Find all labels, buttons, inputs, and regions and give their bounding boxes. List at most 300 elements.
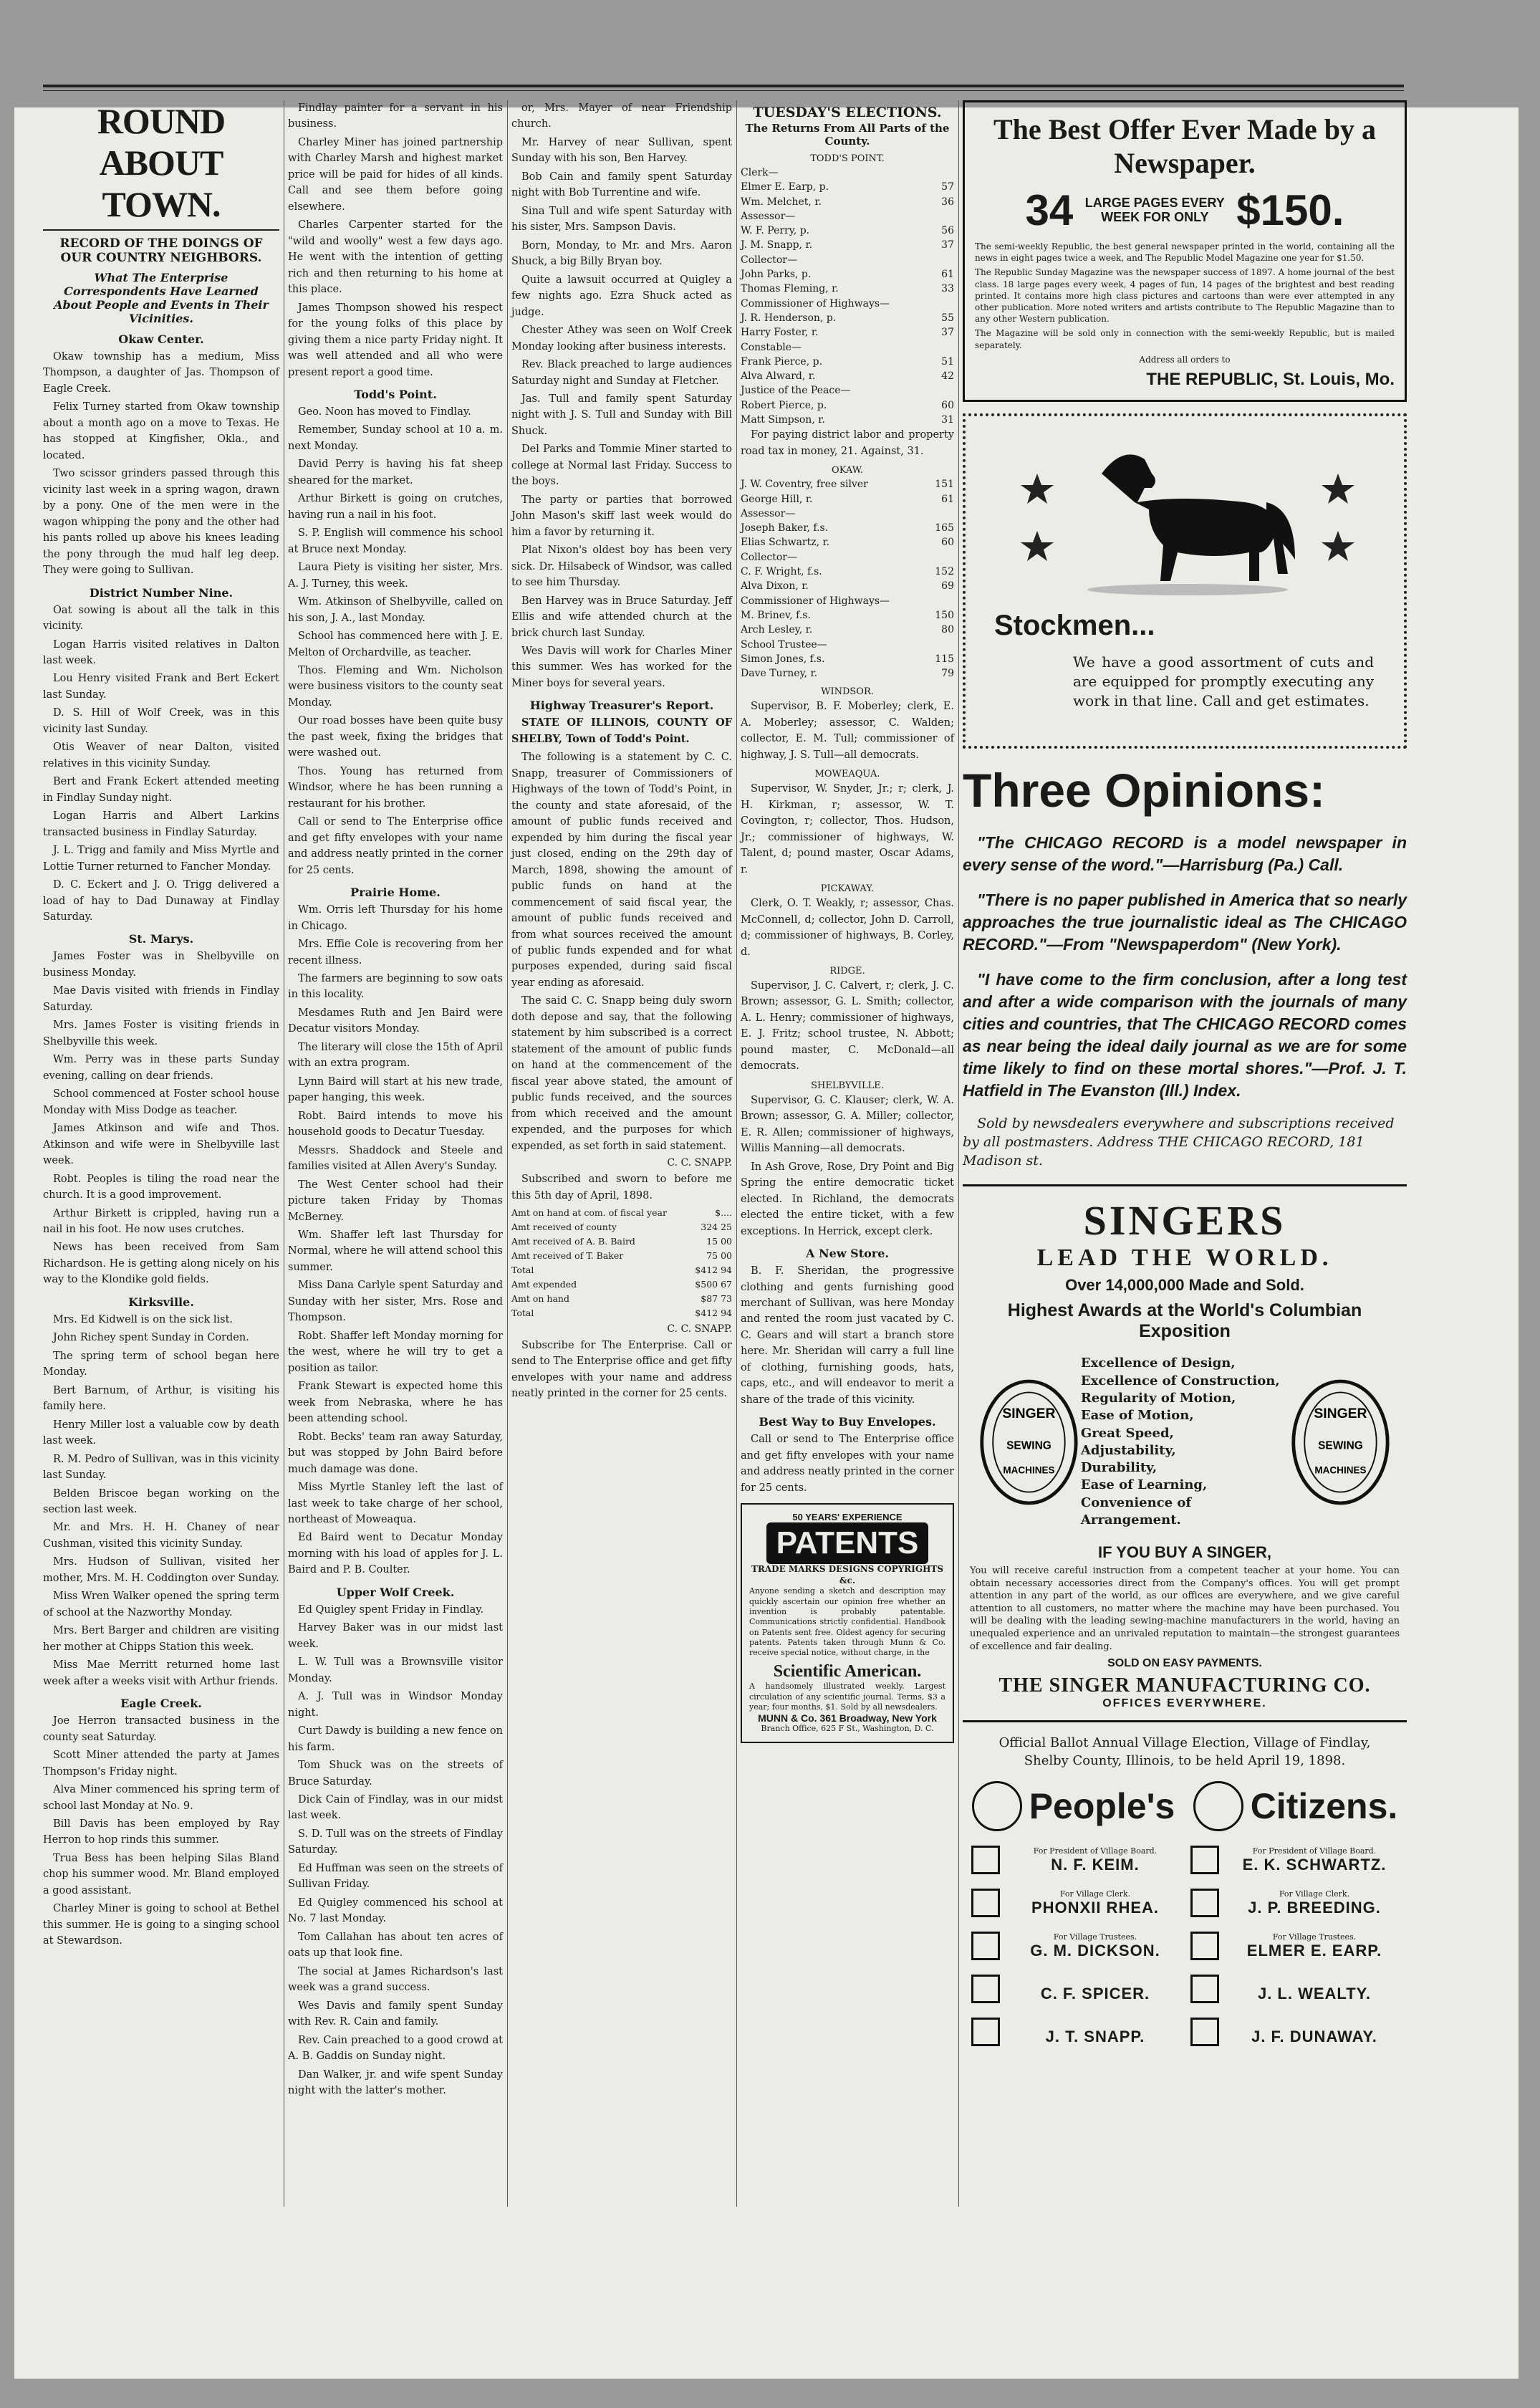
vote-row: George Hill, r. 61	[741, 493, 954, 505]
office-label: For Village Clerk.	[1279, 1889, 1350, 1899]
news-item: School has commenced here with J. E. Melton of Orchardville, as teacher.	[288, 630, 503, 658]
news-item: Okaw township has a medium, Miss Thompson, a daughter of Jas. Thompson of Eagle Creek.	[43, 351, 279, 395]
republic-footer: THE REPUBLIC, St. Louis, Mo.	[1146, 369, 1395, 389]
news-item: Mae Davis visited with friends in Findlay Saturday.	[43, 985, 279, 1013]
column-rule	[958, 100, 959, 2207]
ballot-checkbox[interactable]	[1190, 2018, 1219, 2046]
news-item: Henry Miller lost a valuable cow by death last week.	[43, 1419, 279, 1447]
ledger-row: Total $412 94	[511, 1308, 732, 1318]
pickaway-text: Clerk, O. T. Weakly, r; assessor, Chas. McConnell, d; collector, John D. Carroll, d; commissioner of highways, B. Corley, d.	[741, 898, 954, 958]
vote-row: Assessor—	[741, 210, 796, 222]
ledger-row: Amt received of A. B. Baird 15 00	[511, 1236, 732, 1247]
col2-intro-items	[288, 100, 503, 380]
ballot-row	[963, 1932, 1407, 1960]
col3-intro-items	[511, 100, 732, 691]
section-kirksville: Kirksville.	[128, 1295, 194, 1309]
news-item: Jas. Tull and family spent Saturday night with J. S. Tull and Sunday with Bill Shuck.	[511, 393, 732, 437]
column-1	[43, 100, 279, 1952]
okaw-items	[43, 349, 279, 579]
ballot-candidate	[1190, 2018, 1398, 2046]
news-item: Robt. Baird intends to move his household goods to Decatur Tuesday.	[288, 1110, 503, 1138]
vote-row: Alva Alward, r. 42	[741, 370, 954, 383]
news-item: Oat sowing is about all the talk in this vicinity.	[43, 604, 279, 633]
singer-if-buy: IF YOU BUY A SINGER,	[1097, 1543, 1272, 1562]
news-item: Scott Miner attended the party at James Thompson's Friday night.	[43, 1750, 279, 1778]
vote-row: M. Brinev, f.s. 150	[741, 609, 954, 621]
vote-row: Joseph Baker, f.s. 165	[741, 522, 954, 534]
news-item: James Atkinson and wife and Thos. Atkinson and wife were in Shelbyville last week.	[43, 1123, 279, 1167]
news-item: News has been received from Sam Richardson. He is getting along nicely on his way to the Klondike gold fields.	[43, 1242, 279, 1286]
news-item: Lynn Baird will start at his new trade, paper hanging, this week.	[288, 1075, 503, 1104]
ridge-label: RIDGE.	[829, 966, 865, 977]
ballot-candidate	[1190, 1975, 1398, 2003]
feature-item: Durability,	[1080, 1460, 1158, 1476]
news-item: School commenced at Foster school house Monday with Miss Dodge as teacher.	[43, 1088, 279, 1116]
news-item: Charley Miner has joined partnership with Charley Marsh and highest market price will be paid for hides of all kinds. Call and see them before going elsewhere.	[288, 136, 503, 213]
news-item: Call or send to The Enterprise office and get fifty envelopes with your name and address neatly printed in the corner for 25 cents.	[288, 816, 503, 876]
ballot-title: Official Ballot Annual Village Election, Village of Findlay, Shelby County, Illinois, to be held April 19, 1898.	[998, 1735, 1371, 1769]
singer-offices: OFFICES EVERYWHERE.	[1102, 1697, 1267, 1710]
news-item: S. P. English will commence his school at Bruce next Monday.	[288, 527, 503, 555]
ledger-sign: C. C. SNAPP.	[667, 1323, 732, 1335]
news-item: Plat Nixon's oldest boy has been very sick. Dr. Hilsabeck of Windsor, was called to see him Thursday.	[511, 545, 732, 589]
section-eagle-creek: Eagle Creek.	[120, 1697, 202, 1711]
news-item: J. L. Trigg and family and Miss Myrtle and Lottie Turner returned to Fancher Monday.	[43, 845, 279, 873]
news-item: Mrs. James Foster is visiting friends in Shelbyville this week.	[43, 1020, 279, 1047]
singers-title: SINGERS	[1083, 1197, 1286, 1244]
vote-row: Thomas Fleming, r. 33	[741, 283, 954, 295]
candidate-name: J. P. BREEDING.	[1248, 1899, 1381, 1917]
news-item: S. D. Tull was on the streets of Findlay Saturday.	[288, 1828, 503, 1856]
column-2	[288, 100, 503, 2101]
subhead: RECORD OF THE DOINGS OF OUR COUNTRY NEIGHBORS.	[59, 236, 263, 265]
ballot-checkbox[interactable]	[971, 2018, 1000, 2046]
news-item: Tom Callahan has about ten acres of oats up that look fine.	[288, 1931, 503, 1960]
vote-row: Arch Lesley, r. 80	[741, 624, 954, 636]
vote-row: Elmer E. Earp, p. 57	[741, 181, 954, 193]
treasurer-sworn: Subscribed and sworn to before me this 5th day of April, 1898.	[511, 1174, 732, 1201]
republic-title: The Best Offer Ever Made by a Newspaper.	[993, 113, 1376, 179]
news-item: Logan Harris visited relatives in Dalton last week.	[43, 638, 279, 666]
news-item: D. C. Eckert and J. O. Trigg delivered a load of hay to Dad Dunaway at Findlay Saturday.	[43, 879, 279, 923]
treasurer-state: STATE OF ILLINOIS, COUNTY OF SHELBY, Town of Todd's Point.	[511, 716, 732, 745]
news-item: Chester Athey was seen on Wolf Creek Monday looking after business interests.	[511, 325, 732, 352]
ballot-candidate	[971, 1932, 1179, 1960]
ballot-checkbox[interactable]	[971, 1932, 1000, 1960]
svg-text:MACHINES: MACHINES	[1314, 1464, 1367, 1476]
candidate-name: E. K. SCHWARTZ.	[1242, 1856, 1387, 1874]
vote-row: Robert Pierce, p. 60	[741, 399, 954, 411]
ballot-row	[963, 1846, 1407, 1874]
party-circle[interactable]	[1193, 1781, 1243, 1831]
news-item: Miss Dana Carlyle spent Saturday and Sunday with her sister, Mrs. Rose and Thompson.	[288, 1280, 503, 1324]
news-item: Geo. Noon has moved to Findlay.	[298, 406, 471, 418]
svg-text:SINGER: SINGER	[1002, 1406, 1056, 1421]
treasurer-report-head: Highway Treasurer's Report.	[529, 699, 714, 713]
section-prairie-home: Prairie Home.	[350, 886, 441, 900]
news-item: David Perry is having his fat sheep sheared for the market.	[288, 459, 503, 486]
shelbyville-text: Supervisor, G. C. Klauser; clerk, W. A. Brown; assessor, G. A. Miller; collector, E. R. Allen; commissioner of highways, Willis Manning—all democrats.	[741, 1094, 954, 1155]
news-item: Frank Stewart is expected home this week from Nebraska, where he has been attending school.	[288, 1381, 503, 1425]
news-item: Bert Barnum, of Arthur, is visiting his family here.	[43, 1384, 279, 1413]
singers-awards: Highest Awards at the World's Columbian Exposition	[1007, 1300, 1362, 1342]
singer-text: You will receive careful instruction from a competent teacher at your home. You can obtain necessary accessories direct from the Company's offices. You will get prompt attention in any part of the world, as our offices are everywhere, and we give careful attention to all customers, no matter where the machine may have been purchased. You will be dealing with the leading sewing-machine manufacturers in the world, having an unequaled experience and an unrivaled reputation to maintain—the strongest guarantees of excellence and fair dealing.	[970, 1565, 1400, 1652]
singer-features	[1081, 1355, 1289, 1529]
news-item: Findlay painter for a servant in his business.	[288, 102, 503, 130]
news-item: Lou Henry visited Frank and Bert Eckert last Sunday.	[43, 673, 279, 701]
opinion-quote: "There is no paper published in America that so nearly approaches the true journalistic ideal as The CHICAGO RECORD."—From "Newspaperdom" (New York).	[963, 890, 1407, 954]
vote-row: School Trustee—	[741, 638, 827, 651]
news-item: Logan Harris and Albert Larkins transacted business in Findlay Saturday.	[43, 810, 279, 838]
horse-illustration	[994, 431, 1381, 603]
news-item: Dick Cain of Findlay, was in our midst last week.	[288, 1794, 503, 1822]
news-item: Mrs. Bert Barger and children are visiting her mother at Chipps Station this week.	[43, 1625, 279, 1653]
singer-badge-icon	[977, 1374, 1081, 1510]
deck: What The Enterprise Correspondents Have Learned About People and Events in Their Vicinities.	[54, 271, 269, 325]
ballot-checkbox[interactable]	[971, 1889, 1000, 1917]
patents-ad	[741, 1503, 954, 1742]
elections-subhead: The Returns From All Parts of the County.	[745, 122, 950, 148]
new-store-head: A New Store.	[806, 1247, 889, 1261]
feature-item: Regularity of Motion,	[1080, 1390, 1236, 1406]
news-item: Wm. Shaffer left last Thursday for Normal, where he will attend school this summer.	[288, 1229, 503, 1273]
opinion-quote: "I have come to the firm conclusion, after a long test and after a wide comparison with the journals of many cities and countries, that The CHICAGO RECORD comes as near being the ideal daily journal as we are for some time likely to find on these mortal shores."—Prof. J. T. Hatfield in The Evanston (Ill.) Index.	[963, 970, 1407, 1100]
vote-row: Commissioner of Highways—	[741, 595, 890, 607]
svg-text:MACHINES: MACHINES	[1003, 1464, 1055, 1476]
ballot-checkbox[interactable]	[1190, 1975, 1219, 2003]
vote-row: John Parks, p. 61	[741, 269, 954, 281]
vote-row: Simon Jones, f.s. 115	[741, 653, 954, 665]
clerk-label: Clerk—	[741, 167, 779, 178]
news-item: James Foster was in Shelbyville on business Monday.	[43, 951, 279, 979]
news-item: Wm. Perry was in these parts Sunday evening, calling on dear friends.	[43, 1054, 279, 1082]
patents-marks: TRADE MARKS DESIGNS COPYRIGHTS &c.	[751, 1564, 944, 1586]
record-foot: Sold by newsdealers everywhere and subscriptions received by all postmasters. Address THE CHICAGO RECORD, 181 Madison st.	[963, 1116, 1395, 1169]
opinion-quote: "The CHICAGO RECORD is a model newspaper in every sense of the word."—Harrisburg (Pa.) Call.	[963, 833, 1407, 874]
office-label: For Village Clerk.	[1059, 1889, 1131, 1899]
top-rule	[43, 85, 1404, 87]
news-item: John Richey spent Sunday in Corden.	[53, 1332, 249, 1344]
singers-over: Over 14,000,000 Made and Sold.	[1065, 1276, 1304, 1295]
subscribe-note: Subscribe for The Enterprise. Call or send to The Enterprise office and get fifty envelopes with your name and address neatly printed in the corner for 25 cents.	[511, 1340, 732, 1400]
office-label: For Village Trustees.	[1272, 1932, 1357, 1942]
stockmen-ad	[963, 413, 1407, 749]
candidate-name: J. T. SNAPP.	[1045, 2028, 1145, 2046]
vote-row: Matt Simpson, r. 31	[741, 414, 954, 426]
news-item: The literary will close the 15th of April with an extra program.	[288, 1041, 503, 1070]
news-item: The farmers are beginning to sow oats in this locality.	[288, 972, 503, 1001]
treasurer-body	[511, 749, 732, 1154]
news-item: Wes Davis will work for Charles Miner this summer. Wes has worked for the Miner boys for several years.	[511, 646, 732, 689]
news-item: Messrs. Shaddock and Steele and families visited at Allen Avery's Sunday.	[288, 1144, 503, 1173]
singer-mfg: THE SINGER MANUFACTURING CO.	[998, 1674, 1371, 1697]
news-item: Two scissor grinders passed through this vicinity last week in a spring wagon, drawn by a pony. One of the men were in the wagon whipping the pony and the other had his pants rolled up above his knees leading the pony through the mud half leg deep. They were going to Sullivan.	[43, 468, 279, 577]
news-item: Mr. Harvey of near Sullivan, spent Sunday with his son, Ben Harvey.	[511, 136, 732, 165]
news-item: The social at James Richardson's last week was a grand success.	[288, 1965, 503, 1994]
feature-item: Great Speed,	[1080, 1425, 1174, 1441]
news-item: Arthur Birkett is crippled, having run a nail in his foot. He now uses crutches.	[43, 1207, 279, 1235]
ballot-candidate	[1190, 1846, 1398, 1874]
news-item: Our road bosses have been quite busy the past week, fixing the bridges that were washed out.	[288, 715, 503, 759]
vote-row: Frank Pierce, p. 51	[741, 355, 954, 368]
column-3	[511, 100, 732, 1404]
singers-sub: LEAD THE WORLD.	[1036, 1244, 1333, 1272]
republic-offer	[975, 186, 1395, 235]
candidate-name: J. F. DUNAWAY.	[1251, 2028, 1377, 2046]
horse-icon	[1102, 454, 1295, 581]
ledger-row: Amt on hand at com. of fiscal year $....	[511, 1207, 732, 1218]
okaw-votes	[741, 477, 954, 681]
upper-items	[288, 1602, 503, 2099]
ridge-text: Supervisor, J. C. Calvert, r; clerk, J. C. Brown; assessor, G. L. Smith; collector, A. L. Henry; commissioner of highways, E. J. Fritz; school trustee, N. Abbott; pound master, C. McDonald—all democrats.	[741, 980, 954, 1073]
vote-row: Collector—	[741, 254, 797, 266]
column-4	[741, 100, 954, 1743]
pages-text: LARGE PAGES EVERY WEEK FOR ONLY	[1084, 195, 1225, 224]
envelopes-head: Best Way to Buy Envelopes.	[759, 1415, 936, 1429]
candidate-name: N. F. KEIM.	[1051, 1856, 1140, 1874]
ledger-row: Amt on hand $87 73	[511, 1293, 732, 1304]
news-item: Quite a lawsuit occurred at Quigley a few nights ago. Ezra Shuck acted as judge.	[511, 274, 732, 318]
candidate-name: ELMER E. EARP.	[1246, 1942, 1382, 1960]
ballot-checkbox[interactable]	[1190, 1846, 1219, 1874]
vote-row: Harry Foster, r. 37	[741, 327, 954, 339]
vote-row: Wm. Melchet, r. 36	[741, 196, 954, 208]
news-item: James Thompson showed his respect for the young folks of this place by giving them a nice party Friday night. It was well attended and all who were present report a good time.	[288, 302, 503, 378]
news-item: Dan Walker, jr. and wife spent Sunday night with the latter's mother.	[288, 2068, 503, 2096]
section-district: District Number Nine.	[89, 585, 234, 600]
news-item: Charles Carpenter started for the "wild and woolly" west a few days ago. He went with the intention of getting rich and then returning to his home at this place.	[288, 219, 503, 296]
news-item: Mrs. Effie Cole is recovering from her recent illness.	[288, 939, 503, 966]
section-okaw: Okaw Center.	[118, 332, 204, 346]
munn-address: MUNN & Co. 361 Broadway, New York	[758, 1712, 937, 1725]
candidate-name: G. M. DICKSON.	[1030, 1942, 1160, 1960]
singer-sold: SOLD ON EASY PAYMENTS.	[1107, 1657, 1262, 1670]
vote-row: Assessor—	[741, 507, 796, 519]
news-item: Harvey Baker was in our midst last week.	[288, 1622, 503, 1650]
office-label: For Village Trustees.	[1053, 1932, 1137, 1942]
party-peoples: People's	[972, 1781, 1175, 1831]
okaw-label: OKAW.	[832, 465, 863, 476]
ballot-checkbox[interactable]	[1190, 1932, 1219, 1960]
vote-row: Justice of the Peace—	[741, 385, 851, 397]
vote-row: C. F. Wright, f.s. 152	[741, 566, 954, 578]
republic-address-label: Address all orders to	[1139, 354, 1231, 365]
ballot-candidate	[971, 1975, 1179, 2003]
news-item: Sina Tull and wife spent Saturday with his sister, Mrs. Sampson Davis.	[511, 205, 732, 234]
candidate-name: C. F. SPICER.	[1040, 1985, 1150, 2003]
offer-price: $150.	[1236, 186, 1344, 234]
news-item: Laura Piety is visiting her sister, Mrs. A. J. Turney, this week.	[288, 562, 503, 590]
news-item: Ed Huffman was seen on the streets of Sullivan Friday.	[288, 1862, 503, 1891]
vote-row: J. M. Snapp, r. 37	[741, 239, 954, 251]
office-label: For President of Village Board.	[1033, 1846, 1158, 1856]
ledger-row: Total $412 94	[511, 1265, 732, 1275]
news-item: Bob Cain and family spent Saturday night with Bob Turrentine and wife.	[511, 171, 732, 199]
vote-row: J. R. Henderson, p. 55	[741, 312, 954, 324]
candidate-name: PHONXII RHEA.	[1031, 1899, 1160, 1917]
news-item: Otis Weaver of near Dalton, visited relatives in this vicinity Sunday.	[43, 742, 279, 769]
windsor-label: WINDSOR.	[821, 686, 874, 698]
ballot-checkbox[interactable]	[971, 1975, 1000, 2003]
svg-text:SEWING: SEWING	[1006, 1439, 1051, 1452]
windsor-text: Supervisor, B. F. Moberley; clerk, E. A. Moberley; assessor, C. Walden; collector, E. M. Tull; commissioner of highway, J. S. Tull—all democrats.	[741, 701, 954, 761]
kirksville-items	[43, 1312, 279, 1689]
section-stmarys: St. Marys.	[128, 932, 194, 946]
news-item: or, Mrs. Mayer of near Friendship church.	[511, 102, 732, 130]
singer-ad	[963, 1184, 1407, 1722]
news-item: Wm. Atkinson of Shelbyville, called on his son, J. A., last Monday.	[288, 596, 503, 624]
news-item: Bill Davis has been employed by Ray Herron to hop rinds this summer.	[43, 1818, 279, 1846]
republic-ad	[963, 100, 1407, 402]
ballot-candidate	[971, 2018, 1179, 2046]
moweaqua-text: Supervisor, W. Snyder, Jr.; r; clerk, J. H. Kirkman, r; assessor, W. T. Covington, r; collector, Thos. Hudson, Jr.; commissioner of highways, W. Talent, d; pound master, Oscar Adams, r.	[741, 783, 954, 876]
news-item: The West Center school had their picture taken Friday by Thomas McBerney.	[288, 1179, 503, 1223]
news-item: Tom Shuck was on the streets of Bruce Saturday.	[288, 1760, 503, 1788]
news-item: D. S. Hill of Wolf Creek, was in this vicinity last Sunday.	[43, 707, 279, 735]
section-todds-point: Todd's Point.	[354, 387, 437, 401]
todds-votes	[741, 180, 954, 427]
masthead: ROUND ABOUT TOWN.	[43, 100, 279, 231]
ballot-parties	[963, 1781, 1407, 1831]
republic-body-3: The Magazine will be sold only in connection with the semi-weekly Republic, but is mailed separately.	[975, 328, 1395, 350]
ballot-candidate	[971, 1846, 1179, 1874]
feature-item: Excellence of Design,	[1080, 1356, 1236, 1371]
news-item: Ed Baird went to Decatur Monday morning with his load of apples for J. L. Baird and P. B. Coulter.	[288, 1532, 503, 1576]
news-item: Curt Dawdy is building a new fence on his farm.	[288, 1725, 503, 1753]
singer-middle	[963, 1348, 1407, 1536]
news-item: Alva Miner commenced his spring term of school last Monday at No. 9.	[43, 1784, 279, 1812]
section-upper-wolf-creek: Upper Wolf Creek.	[336, 1585, 455, 1599]
shelbyville-label: SHELBYVILLE.	[811, 1080, 884, 1091]
stockmen-title: Stockmen...	[994, 609, 1155, 641]
ballot-candidate	[1190, 1932, 1398, 1960]
sciam-body: A handsomely illustrated weekly. Largest circulation of any scientific journal. Terms, $3 a year; four months, $1. Sold by all newsdealers.	[749, 1682, 945, 1712]
news-item: Mrs. Ed Kidwell is on the sick list.	[53, 1313, 234, 1325]
eagle-items	[43, 1713, 279, 1949]
ledger-row: Amt received of county 324 25	[511, 1222, 732, 1232]
column-rule	[736, 100, 737, 2207]
column-5-ads	[963, 100, 1407, 2061]
news-item: A. J. Tull was in Windsor Monday night.	[288, 1691, 503, 1719]
news-item: Rev. Cain preached to a good crowd at A. B. Gaddis on Sunday night.	[288, 2034, 503, 2063]
feature-item: Convenience of Arrangement.	[1080, 1495, 1192, 1527]
republic-body-2: The Republic Sunday Magazine was the newspaper success of 1897. A home journal of the best class. 18 large pages every week, 4 pages of fun, 14 pages of the brightest and best reading printed. It contains more high class pictures and cartoons than were ever attempted in any other publication. More noted writers and artists contribute to The Republic Magazine than to any other Western publication.	[975, 267, 1395, 325]
news-item: Charley Miner is going to school at Bethel this summer. He is going to a singing school at Stewardson.	[43, 1903, 279, 1947]
scientific-american: Scientific American.	[773, 1662, 922, 1682]
elections-head: TUESDAY'S ELECTIONS.	[753, 105, 942, 120]
patents-body: Anyone sending a sketch and description may quickly ascertain our opinion free whether an invention is probably patentable. Communications strictly confidential. Handbook on Patents sent free. Oldest agency for securing patents. Patents taken through Munn & Co. receive special notice, without charge, in the	[749, 1586, 945, 1658]
news-item: Miss Mae Merritt returned home last week after a weeks visit with Arthur friends.	[43, 1659, 279, 1687]
pickaway-label: PICKAWAY.	[820, 883, 875, 895]
vote-row: Collector—	[741, 551, 797, 563]
news-item: Ed Quigley commenced his school at No. 7 last Monday.	[288, 1896, 503, 1925]
ballot-rows	[963, 1846, 1407, 2046]
news-item: The party or parties that borrowed John Mason's skiff last week would do him a favor by returning it.	[511, 494, 732, 538]
candidate-name: J. L. WEALTY.	[1257, 1985, 1372, 2003]
news-item: Robt. Peoples is tiling the road near the church. It is a good improvement.	[43, 1173, 279, 1201]
feature-item: Excellence of Construction,	[1080, 1373, 1280, 1388]
ballot-row	[963, 2018, 1407, 2046]
stockmen-body: We have a good assortment of cuts and are equipped for promptly executing any work in that line. Call and get estimates.	[1073, 653, 1374, 709]
ledger-row: Amt received of T. Baker 75 00	[511, 1250, 732, 1261]
office-label: For President of Village Board.	[1252, 1846, 1377, 1856]
news-item: Arthur Birkett is going on crutches, having run a nail in his foot.	[288, 493, 503, 521]
news-item: The following is a statement by C. C. Snapp, treasurer of Commissioners of Highways of the town of Todd's Point, in the county and state aforesaid, of the amount of public funds received and expended by him during the fiscal year just closed, ending on the 29th day of March, 1898, showing the amount of public funds on hand at the commencement of said fiscal year, the amount of public funds received and from what sources received the amount of public funds expended and for what purposes expended, during said fiscal year ending as aforesaid.	[511, 752, 732, 989]
svg-text:SINGER: SINGER	[1314, 1406, 1367, 1421]
news-item: Felix Turney started from Okaw township about a month ago on a move to Texas. He has stopped at Kingfisher, Okla., and located.	[43, 401, 279, 461]
todds-point-label: TODD'S POINT.	[810, 153, 885, 164]
ballot-checkbox[interactable]	[1190, 1889, 1219, 1917]
news-item: Miss Wren Walker opened the spring term of school at the Nazworthy Monday.	[43, 1591, 279, 1618]
vote-row: J. W. Coventry, free silver 151	[741, 479, 954, 491]
column-rule	[507, 100, 508, 2207]
feature-item: Adjustability,	[1080, 1442, 1176, 1458]
news-item: Trua Bess has been helping Silas Bland chop his summer wood. Mr. Bland employed a good assistant.	[43, 1852, 279, 1896]
feature-item: Ease of Motion,	[1080, 1408, 1194, 1424]
news-item: Mrs. Hudson of Sullivan, visited her mother, Mrs. M. H. Coddington over Sunday.	[43, 1556, 279, 1584]
district-items	[43, 603, 279, 926]
vote-row: Dave Turney, r. 79	[741, 668, 954, 680]
svg-text:SEWING: SEWING	[1318, 1439, 1363, 1452]
news-item: L. W. Tull was a Brownsville visitor Monday.	[288, 1656, 503, 1684]
prop-text: For paying district labor and property road tax in money, 21. Against, 31.	[741, 429, 954, 457]
news-item: Wes Davis and family spent Sunday with Rev. R. Cain and family.	[288, 2000, 503, 2028]
feature-item: Ease of Learning,	[1080, 1477, 1208, 1493]
news-item: Born, Monday, to Mr. and Mrs. Aaron Shuck, a big Billy Bryan boy.	[511, 239, 732, 268]
news-item: Robt. Shaffer left Monday morning for the west, where he will try to get a position as tailor.	[288, 1330, 503, 1374]
vote-row: Alva Dixon, r. 69	[741, 580, 954, 593]
envelopes-text: Call or send to The Enterprise office and get fifty envelopes with your name and address neatly printed in the corner for 25 cents.	[741, 1434, 954, 1494]
party-circle[interactable]	[972, 1781, 1022, 1831]
vote-row: Constable—	[741, 341, 802, 353]
ash-grove-text: In Ash Grove, Rose, Dry Point and Big Spring the entire democratic ticket elected. In Richland, the democrats elected the entire ticket, with a few exceptions. In Herrick, except clerk.	[741, 1161, 954, 1237]
news-item: The said C. C. Snapp being duly sworn doth depose and say, that the following statement by him subscribed is a correct statement of the amount of public funds on hand at the commencement of the fiscal year above stated, the amount of public funds received, and the sources from which received and the amount expended, and the purposes for which expended, as set forth in said statement.	[511, 995, 732, 1152]
munn-branch: Branch Office, 625 F St., Washington, D. C.	[761, 1724, 934, 1734]
republic-body-1: The semi-weekly Republic, the best general newspaper printed in the world, containing all the news in eight pages twice a week, and The Republic Model Magazine one year for $1.50.	[975, 241, 1395, 264]
vote-row: Commissioner of Highways—	[741, 297, 890, 310]
news-item: R. M. Pedro of Sullivan, was in this vicinity last Sunday.	[43, 1453, 279, 1482]
prairie-items	[288, 902, 503, 1578]
news-item: Miss Myrtle Stanley left the last of last week to take charge of her school, northeast of Moweaqua.	[288, 1482, 503, 1525]
patents-experience: 50 YEARS' EXPERIENCE	[792, 1512, 903, 1523]
news-item: Remember, Sunday school at 10 a. m. next Monday.	[288, 424, 503, 452]
news-item: Ed Quigley spent Friday in Findlay.	[298, 1603, 484, 1616]
news-item: Bert and Frank Eckert attended meeting in Findlay Sunday night.	[43, 776, 279, 804]
ballot-row	[963, 1889, 1407, 1917]
todds-items	[288, 404, 503, 878]
news-item: Thos. Young has returned from Windsor, where he has been running a restaurant for his brother.	[288, 765, 503, 810]
three-opinions-title: Three Opinions:	[963, 763, 1326, 817]
news-item: Belden Briscoe began working on the section last week.	[43, 1487, 279, 1515]
news-item: Mesdames Ruth and Jen Baird were Decatur visitors Monday.	[288, 1007, 503, 1035]
news-item: Rev. Black preached to large audiences Saturday night and Sunday at Fletcher.	[511, 359, 732, 387]
stmarys-items	[43, 949, 279, 1287]
top-rule-thin	[43, 90, 1404, 91]
news-item: Mr. and Mrs. H. H. Chaney of near Cushman, visited this vicinity Sunday.	[43, 1522, 279, 1550]
news-item: The spring term of school began here Monday.	[43, 1350, 279, 1378]
singer-badge-icon	[1289, 1374, 1392, 1510]
patents-title: PATENTS	[766, 1522, 929, 1564]
treasurer-sign: C. C. SNAPP.	[667, 1157, 732, 1169]
news-item: Del Parks and Tommie Miner started to college at Normal last Friday. Success to the boys.	[511, 443, 732, 488]
news-item: Wm. Orris left Thursday for his home in Chicago.	[288, 904, 503, 932]
ledger-row: Amt expended $500 67	[511, 1279, 732, 1290]
news-item: Ben Harvey was in Bruce Saturday. Jeff Ellis and wife attended church at the brick church last Sunday.	[511, 595, 732, 639]
ballot-row	[963, 1975, 1407, 2003]
ballot-candidate	[1190, 1889, 1398, 1917]
ballot-checkbox[interactable]	[971, 1846, 1000, 1874]
new-store-text: B. F. Sheridan, the progressive clothing and gents furnishing good merchant of Sullivan, was here Monday and rented the room just vacated by C. C. Gears and will start a branch store here. Mr. Sheridan will carry a full line of clothing, furnishing goods, hats, caps, etc., and will endeavor to merit a share of the trade of this vicinity.	[741, 1265, 954, 1406]
